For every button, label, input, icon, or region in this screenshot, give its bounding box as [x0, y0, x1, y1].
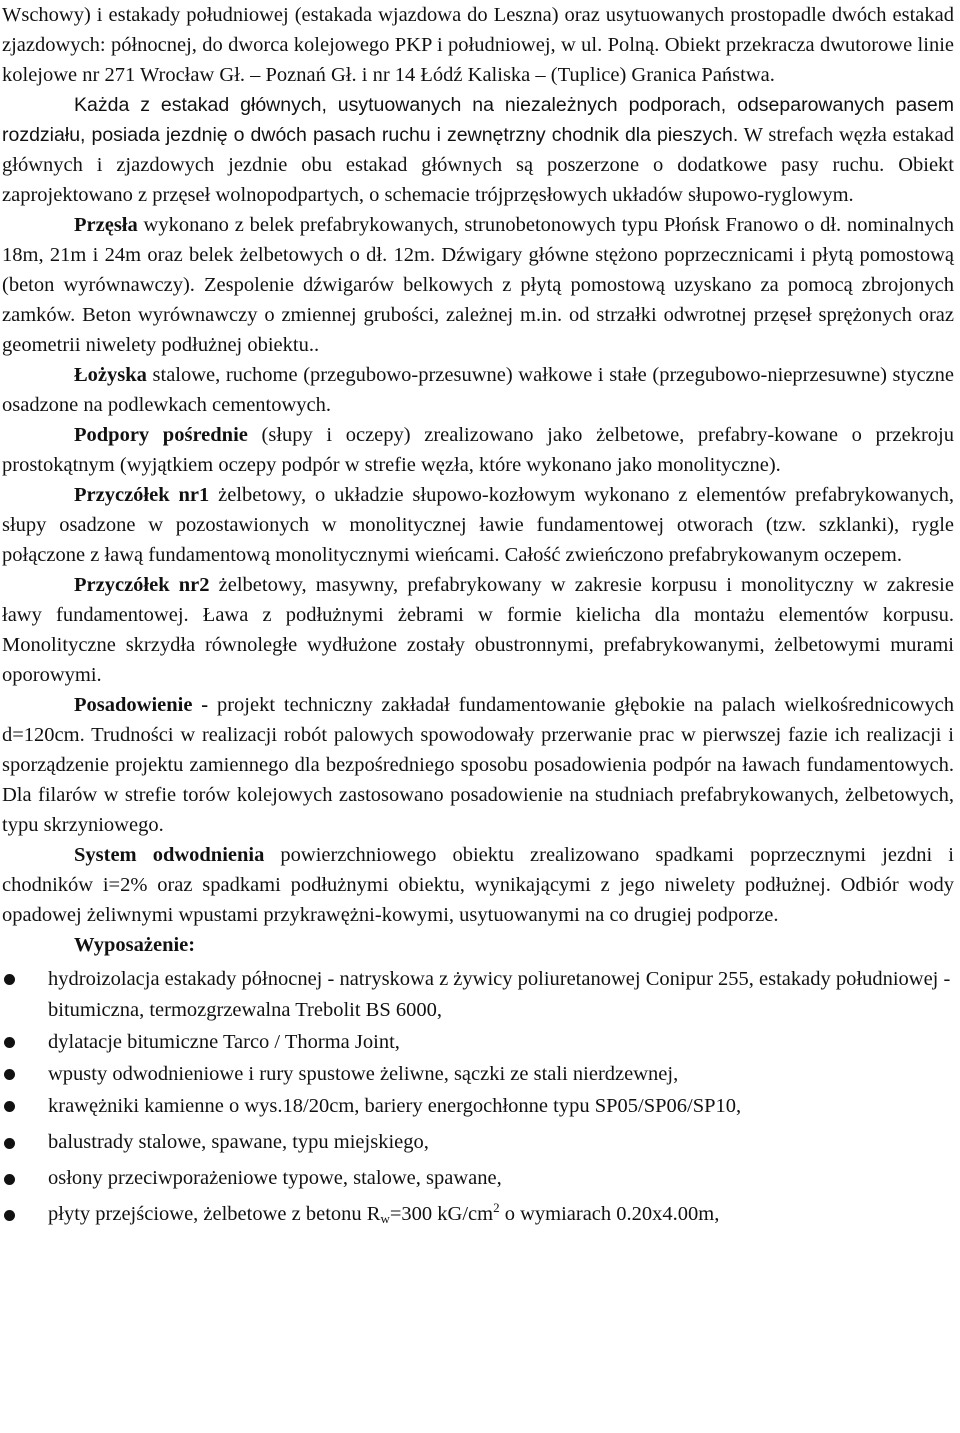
list-item: [2, 1126, 954, 1158]
bullet-icon: [4, 1037, 15, 1048]
label-przesla: Przęsła: [74, 214, 138, 236]
bullet-icon: [4, 1138, 15, 1149]
list-item-text: osłony przeciwporażeniowe typowe, stalowe, spawane,: [48, 1167, 502, 1189]
paragraph-posadowienie: [2, 690, 954, 840]
paragraph-main-estakady-part2: W strefach węzła estakad głównych i zjazdowych jezdnie obu estakad głównych są poszerzone o dodatkowe pasy ruchu. Obiekt zaprojektowano z przęseł wolnopodpartych, o schemacie trójprzęsłowych układów słupowo-ryglowym.: [2, 124, 954, 206]
plyty-text-pre: płyty przejściowe, żelbetowe z betonu R: [48, 1203, 381, 1225]
paragraph-podpory: [2, 420, 954, 480]
list-item-text: wpusty odwodnieniowe i rury spustowe żeliwne, sączki ze stali nierdzewnej,: [48, 1063, 679, 1085]
list-item-text: dylatacje bitumiczne Tarco / Thorma Joint,: [48, 1031, 400, 1053]
paragraph-main-estakady: [2, 90, 954, 210]
paragraph-wyposazenie: [2, 930, 954, 960]
text-przyczolek-1: żelbetowy, o układzie słupowo-kozłowym wykonano z elementów prefabrykowanych, słupy osadzone w pozostawionych w monolitycznej ławie fundamentowej otworach (tzw. szklanki), rygle połączone z ławą fundamentową monolitycznymi wieńcami. Całość zwieńczono prefabrykowanym oczepem.: [2, 484, 954, 566]
text-podpory: (słupy i oczepy) zrealizowano jako żelbetowe, prefabry-kowane o przekroju prostokątnym (wyjątkiem oczepy podpór w strefie węzła, które wykonano jako monolityczne).: [2, 424, 954, 476]
plyty-superscript: 2: [493, 1200, 500, 1215]
text-lozyska: stalowe, ruchome (przegubowo-przesuwne) wałkowe i stałe (przegubowo-nieprzesuwne) styczne osadzone na podlewkach cementowych.: [2, 364, 954, 416]
label-lozyska: Łożyska: [74, 364, 147, 386]
list-item-text: krawężniki kamienne o wys.18/20cm, bariery energochłonne typu SP05/SP06/SP10,: [48, 1095, 742, 1117]
plyty-text-mid: =300 kG/cm: [389, 1203, 494, 1225]
list-item: [2, 1091, 954, 1122]
paragraph-intro: Wschowy) i estakady południowej (estakada wjazdowa do Leszna) oraz usytuowanych prostopadle dwóch estakad zjazdowych: północnej, do dworca kolejowego PKP i południowej, w ul. Polną. Obiekt przekracza dwutorowe linie kolejowe nr 271 Wrocław Gł. – Poznań Gł. i nr 14 Łódź Kaliska – (Tuplice) Granica Państwa.: [2, 4, 954, 86]
text-przyczolek-2: żelbetowy, masywny, prefabrykowany w zakresie korpusu i monolityczny w zakresie ławy fundamentowej. Ława z podłużnymi żebrami w formie kielicha dla montażu elementów korpusu. Monolityczne skrzydła równoległe wydłużone zostały obustronnymi, prefabrykowanymi, żelbetowymi murami oporowymi.: [2, 574, 954, 686]
label-wyposazenie: Wyposażenie:: [74, 934, 196, 956]
text-odwodnienie: powierzchniowego obiektu zrealizowano spadkami poprzecznymi jezdni i chodników i=2% oraz spadkami podłużnymi obiektu, wynikającymi z jego niwelety podłużnej. Odbiór wody opadowej żeliwnymi wpustami przykrawężni-kowymi, usytuowanymi na co drugiej podporze.: [2, 844, 955, 926]
paragraph-przesla: [2, 210, 954, 360]
plyty-subscript: w: [380, 1211, 390, 1226]
list-item: [2, 1162, 954, 1194]
bullet-icon: [4, 1174, 15, 1185]
list-item-text: balustrady stalowe, spawane, typu miejskiego,: [48, 1131, 429, 1153]
list-item: [2, 1059, 954, 1090]
label-przyczolek-1: Przyczółek nr1: [74, 484, 210, 506]
paragraph-lozyska: [2, 360, 954, 420]
paragraph-odwodnienie: [2, 840, 954, 930]
text-posadowienie: projekt techniczny zakładał fundamentowanie głębokie na palach wielkośrednicowych d=120cm. Trudności w realizacji robót palowych spowodowały przerwanie prac w pierwszej fazie ich realizacji i sporządzenie projektu zamiennego dla bezpośredniego sposobu posadowienia podpór na ławach fundamentowych. Dla filarów w strefie torów kolejowych zastosowano posadowienie na studniach prefabrykowanych, żelbetowych, typu skrzyniowego.: [2, 694, 954, 836]
text-przesla: wykonano z belek prefabrykowanych, strunobetonowych typu Płońsk Franowo o dł. nominalnych 18m, 21m i 24m oraz belek żelbetowych o dł. 12m. Dźwigary główne stężono poprzecznicami i płytą pomostową (beton wyrównawczy). Zespolenie dźwigarów belkowych z płytą pomostową uzyskano za pomocą zbrojonych zamków. Beton wyrównawczy o zmiennej grubości, zależnej m.in. od strzałki odwrotnej przęseł sprężonych oraz geometrii niwelety podłużnej obiektu..: [2, 214, 954, 356]
list-item-text: hydroizolacja estakady północnej - natryskowa z żywicy poliuretanowej Conipur 255, estakady południowej - bitumiczna, termozgrzewalna Trebolit BS 6000,: [48, 968, 951, 1021]
bullet-icon: [4, 974, 15, 985]
label-posadowienie: Posadowienie -: [74, 694, 209, 716]
plyty-text-post: o wymiarach 0.20x4.00m,: [499, 1203, 720, 1225]
paragraph-przyczolek-2: [2, 570, 954, 690]
label-przyczolek-2: Przyczółek nr2: [74, 574, 210, 596]
list-item: [2, 1027, 954, 1058]
bullet-icon: [4, 1101, 15, 1112]
paragraph-main-estakady-part1: Każda z estakad głównych, usytuowanych na niezależnych podporach, odseparowanych pasem rozdziału, posiada jezdnię o dwóch pasach ruchu i zewnętrzny chodnik dla pieszych.: [2, 94, 954, 146]
label-odwodnienie: System odwodnienia: [74, 844, 265, 866]
bullet-icon: [4, 1069, 15, 1080]
bullet-icon: [4, 1210, 15, 1221]
list-item: [2, 1198, 954, 1230]
list-item-text: [48, 1200, 720, 1226]
paragraph-przyczolek-1: [2, 480, 954, 570]
list-item: [2, 964, 954, 1026]
label-podpory: Podpory pośrednie: [74, 424, 248, 446]
equipment-list: [2, 964, 954, 1230]
